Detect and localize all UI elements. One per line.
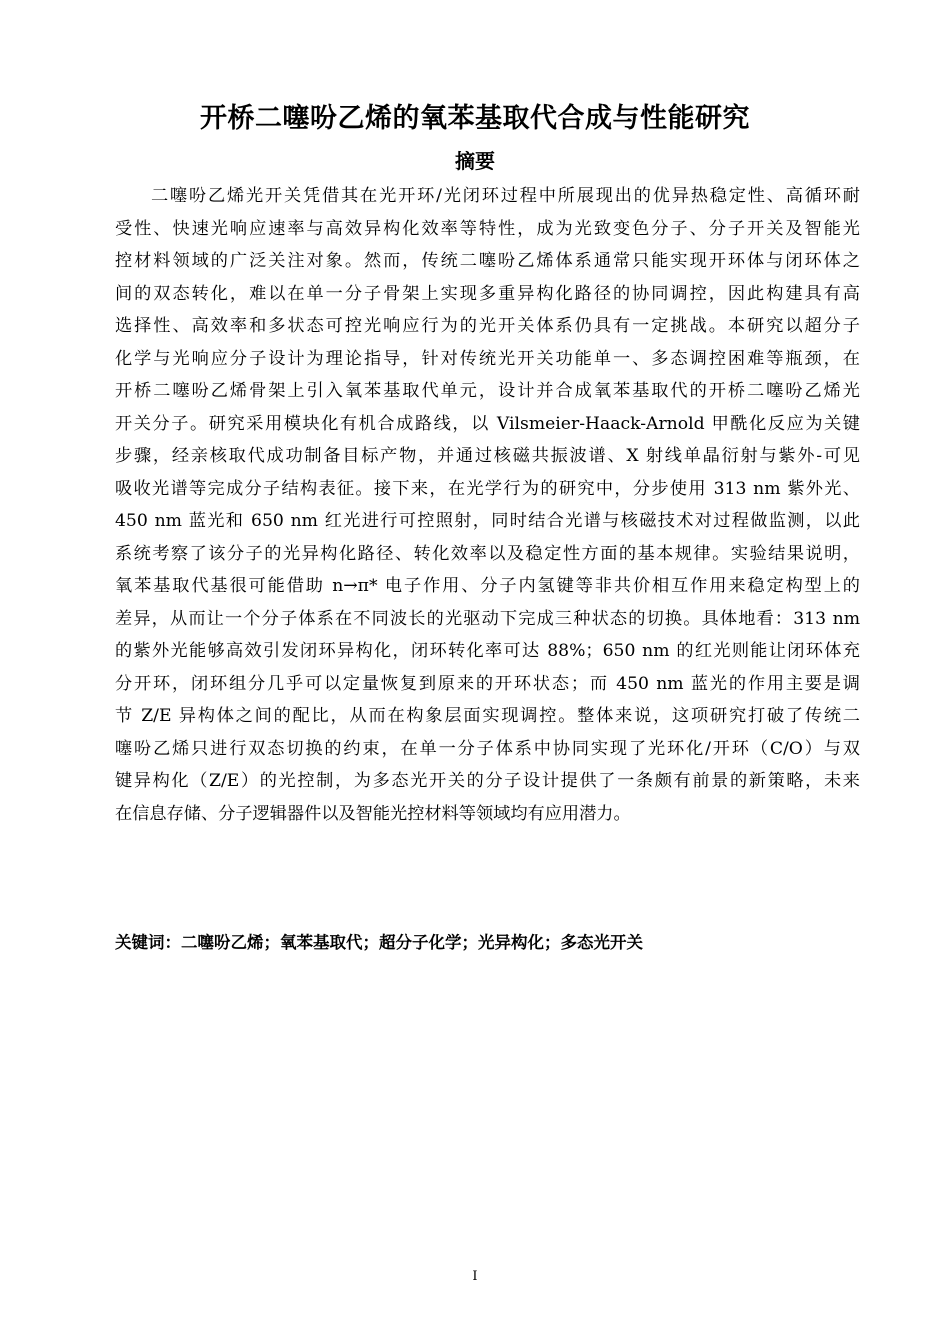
abstract-line: 在信息存储、分子逻辑器件以及智能光控材料等领域均有应用潜力。 bbox=[115, 803, 631, 824]
abstract-line: 开关分子。研究采用模块化有机合成路线，以 Vilsmeier-Haack-Arnold 甲酰化反应为关键 bbox=[115, 413, 860, 434]
abstract-line: 节 Z/E 异构体之间的配比，从而在构象层面实现调控。整体来说，这项研究打破了传统二 bbox=[115, 706, 860, 726]
abstract-body bbox=[115, 180, 860, 830]
abstract-line: 系统考察了该分子的光异构化路径、转化效率以及稳定性方面的基本规律。实验结果说明， bbox=[115, 543, 860, 564]
page-number: I bbox=[472, 1269, 478, 1284]
abstract-line: 吸收光谱等完成分子结构表征。接下来，在光学行为的研究中，分步使用 313 nm 紫外光、 bbox=[115, 478, 860, 499]
document-title: 开桥二噻吩乙烯的氧苯基取代合成与性能研究 bbox=[200, 103, 750, 134]
abstract-line: 二噻吩乙烯光开关凭借其在光开环/光闭环过程中所展现出的优异热稳定性、高循环耐 bbox=[151, 186, 860, 206]
abstract-line: 间的双态转化，难以在单一分子骨架上实现多重异构化路径的协同调控，因此构建具有高 bbox=[115, 283, 860, 304]
keywords: 关键词：二噻吩乙烯；氧苯基取代；超分子化学；光异构化；多态光开关 bbox=[115, 933, 643, 952]
abstract-line: 控材料领域的广泛关注对象。然而，传统二噻吩乙烯体系通常只能实现开环体与闭环体之 bbox=[115, 251, 860, 271]
abstract-line: 分开环，闭环组分几乎可以定量恢复到原来的开环状态；而 450 nm 蓝光的作用主要是调 bbox=[115, 673, 860, 694]
abstract-line: 化学与光响应分子设计为理论指导，针对传统光开关功能单一、多态调控困难等瓶颈，在 bbox=[115, 348, 860, 369]
abstract-line: 键异构化（Z/E）的光控制，为多态光开关的分子设计提供了一条颇有前景的新策略，未来 bbox=[115, 771, 860, 791]
abstract-line: 步骤，经亲核取代成功制备目标产物，并通过核磁共振波谱、X 射线单晶衍射与紫外-可见 bbox=[115, 446, 860, 466]
abstract-line: 开桥二噻吩乙烯骨架上引入氧苯基取代单元，设计并合成氧苯基取代的开桥二噻吩乙烯光 bbox=[115, 381, 860, 401]
abstract-heading: 摘要 bbox=[455, 149, 495, 173]
abstract-line: 氧苯基取代基很可能借助 n→π* 电子作用、分子内氢键等非共价相互作用来稳定构型上的 bbox=[115, 576, 860, 596]
abstract-line: 差异，从而让一个分子体系在不同波长的光驱动下完成三种状态的切换。具体地看：313 nm bbox=[115, 608, 860, 629]
abstract-line: 噻吩乙烯只进行双态切换的约束，在单一分子体系中协同实现了光环化/开环（C/O）与双 bbox=[115, 738, 860, 759]
abstract-line: 450 nm 蓝光和 650 nm 红光进行可控照射，同时结合光谱与核磁技术对过程做监测，以此 bbox=[115, 511, 860, 531]
abstract-line: 的紫外光能够高效引发闭环异构化，闭环转化率可达 88%；650 nm 的红光则能让闭环体充 bbox=[115, 641, 860, 661]
abstract-line: 受性、快速光响应速率与高效异构化效率等特性，成为光致变色分子、分子开关及智能光 bbox=[115, 218, 860, 239]
abstract-line: 选择性、高效率和多状态可控光响应行为的光开关体系仍具有一定挑战。本研究以超分子 bbox=[115, 316, 860, 336]
